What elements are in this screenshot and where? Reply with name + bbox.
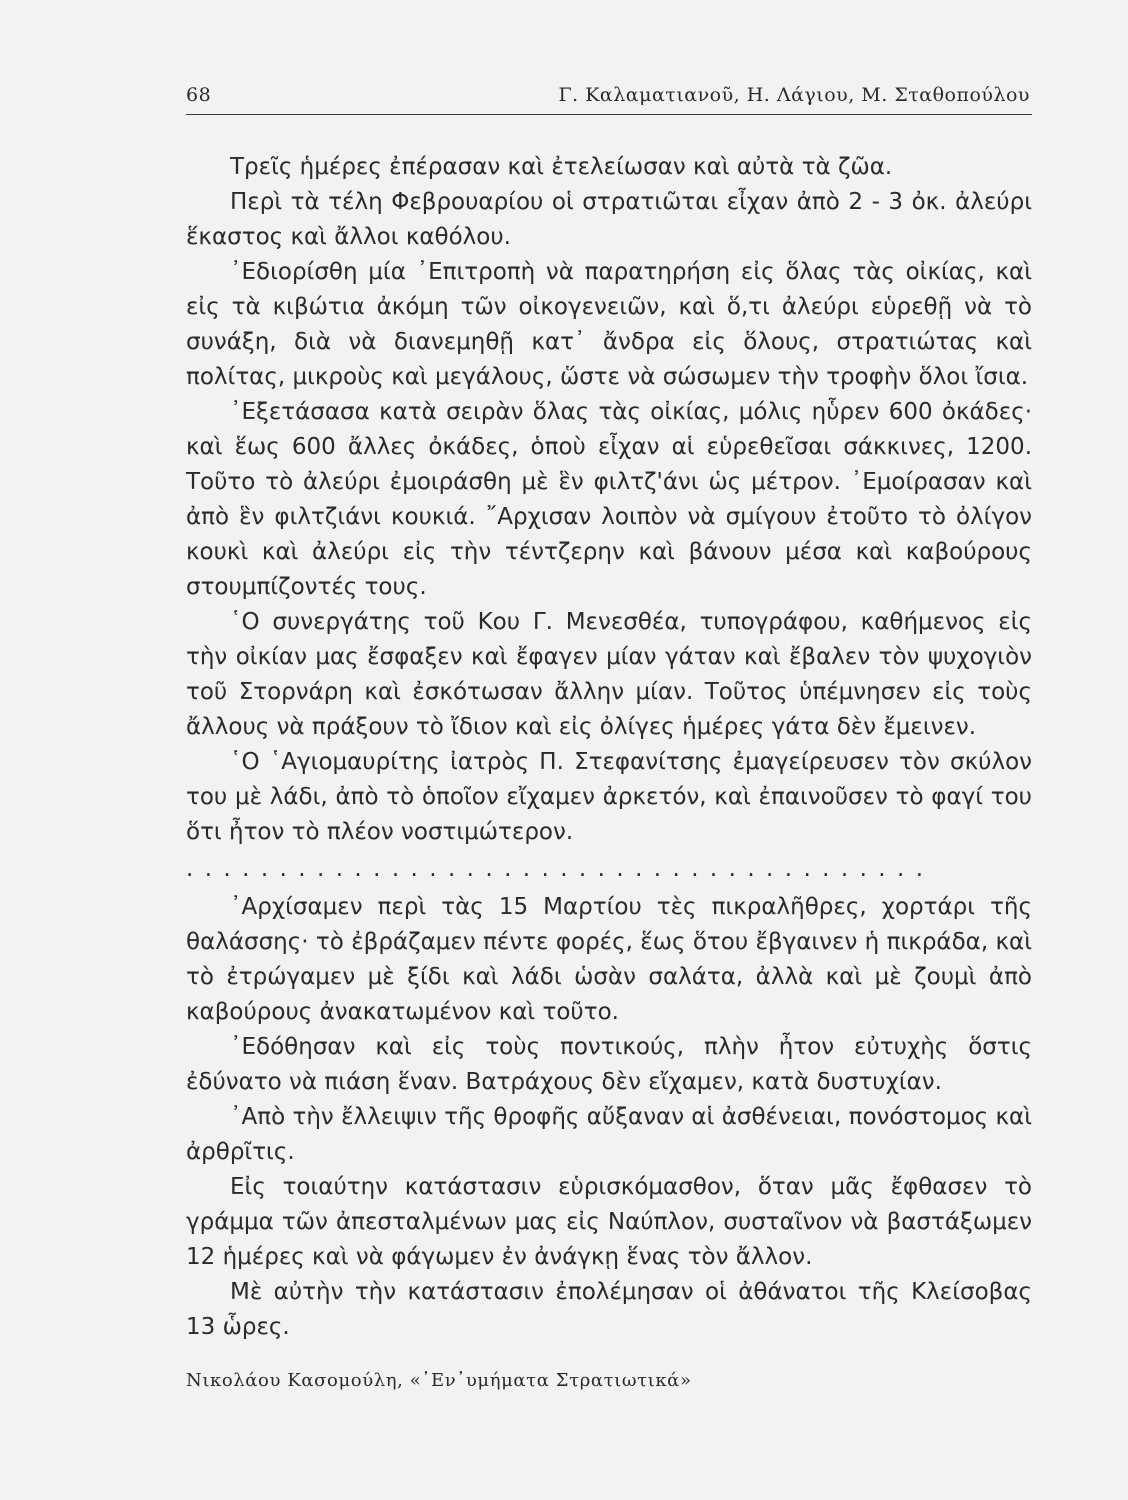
body-text [186, 150, 1032, 1345]
page-header [186, 84, 1032, 115]
paragraph: ᾿Αρχίσαμεν περὶ τὰς 15 Μαρτίου τὲς πικραλῆθρες, χορτάρι τῆς θαλάσσης· τὸ ἐβράζαμεν πέντε φορές, ἕως ὅτου ἔβγαινεν ἡ πικράδα, καὶ τὸ ἐτρώγαμεν μὲ ξίδι καὶ λάδι ὡσὰν σαλάτα, ἀλλὰ καὶ μὲ ζουμὶ ἀπὸ καβούρους ἀνακατωμένον καὶ τοῦτο. [186, 894, 1032, 1025]
paragraph: ῾Ο συνεργάτης τοῦ Κου Γ. Μενεσθέα, τυπογράφου, καθήμενος εἰς τὴν οἰκίαν μας ἔσφαξεν καὶ ἔφαγεν μίαν γάταν καὶ ἔβαλεν τὸν ψυχογιὸν τοῦ Στορνάρη καὶ ἐσκότωσαν ἄλλην μίαν. Τοῦτος ὑπέμνησεν εἰς τοὺς ἄλλους νὰ πράξουν τὸ ἴδιον καὶ εἰς ὀλίγες ἡμέρες γάτα δὲν ἔμεινεν. [186, 609, 1032, 740]
ellipsis-separator: ........................................ [186, 856, 935, 882]
paragraph: ᾿Απὸ τὴν ἔλλειψιν τῆς θροφῆς αὔξαναν αἱ ἀσθένειαι, πονόστομος καὶ ἀρθρῖτις. [186, 1104, 1032, 1165]
paragraph: ᾿Εδιορίσθη μία ᾿Επιτροπὴ νὰ παρατηρήση εἰς ὅλας τὰς οἰκίας, καὶ εἰς τὰ κιβώτια ἀκόμη τῶν οἰκογενειῶν, καὶ ὅ,τι ἀλεύρι εὑρεθῇ νὰ τὸ συνάξη, διὰ νὰ διανεμηθῇ κατ᾿ ἄνδρα εἰς ὅλους, στρατιώτας καὶ πολίτας, μικροὺς καὶ μεγάλους, ὥστε νὰ σώσωμεν τὴν τροφὴν ὅλοι ἴσια. [186, 259, 1032, 390]
page-number: 68 [186, 84, 212, 106]
paragraph: ᾿Εξετάσασα κατὰ σειρὰν ὅλας τὰς οἰκίας, μόλις ηὗρεν 600 ὀκάδες· καὶ ἕως 600 ἄλλες ὀκάδες, ὁποὺ εἶχαν αἱ εὑρεθεῖσαι σάκκινες, 1200. Τοῦτο τὸ ἀλεύρι ἐμοιράσθη μὲ ἓν φιλτζ'άνι ὡς μέτρον. ᾿Εμοίρασαν καὶ ἀπὸ ἓν φιλτζιάνι κουκιά. ῎Αρχισαν λοιπὸν νὰ σμίγουν ἐτοῦτο τὸ ὀλίγον κουκὶ καὶ ἀλεύρι εἰς τὴν τέντζερην καὶ βάνουν μέσα καὶ καβούρους στουμπίζοντές τους. [186, 399, 1032, 600]
source-citation: Νικολάου Κασομούλη, «᾿Εν᾿υμήματα Στρατιωτικά» [186, 1370, 692, 1391]
paragraph: Τρεῖς ἡμέρες ἐπέρασαν καὶ ἐτελείωσαν καὶ αὐτὰ τὰ ζῶα. [230, 154, 893, 180]
paragraph: ᾿Εδόθησαν καὶ εἰς τοὺς ποντικούς, πλὴν ἦτον εὐτυχὴς ὅστις ἐδύνατο νὰ πιάση ἕναν. Βατράχους δὲν εἴχαμεν, κατὰ δυστυχίαν. [186, 1034, 1032, 1095]
paragraph: Μὲ αὐτὴν τὴν κατάστασιν ἐπολέμησαν οἱ ἀθάνατοι τῆς Κλείσοβας 13 ὧρες. [186, 1279, 1032, 1340]
running-title: Γ. Καλαματιανοῦ, Η. Λάγιου, Μ. Σταθοπούλου [558, 84, 1030, 106]
paragraph: Περὶ τὰ τέλη Φεβρουαρίου οἱ στρατιῶται εἶχαν ἀπὸ 2 - 3 ὀκ. ἀλεύρι ἕκαστος καὶ ἄλλοι καθόλου. [186, 189, 1032, 250]
paragraph: ῾Ο ῾Αγιομαυρίτης ἰατρὸς Π. Στεφανίτσης ἐμαγείρευσεν τὸν σκύλον του μὲ λάδι, ἀπὸ τὸ ὁποῖον εἴχαμεν ἀρκετόν, καὶ ἐπαινοῦσεν τὸ φαγί του ὅτι ἦτον τὸ πλέον νοστιμώτερον. [186, 749, 1032, 845]
paragraph: Εἰς τοιαύτην κατάστασιν εὑρισκόμασθον, ὅταν μᾶς ἔφθασεν τὸ γράμμα τῶν ἀπεσταλμένων μας εἰς Ναύπλον, συσταῖνον νὰ βαστάξωμεν 12 ἡμέρες καὶ νὰ φάγωμεν ἐν ἀνάγκῃ ἕνας τὸν ἄλλον. [186, 1174, 1032, 1270]
